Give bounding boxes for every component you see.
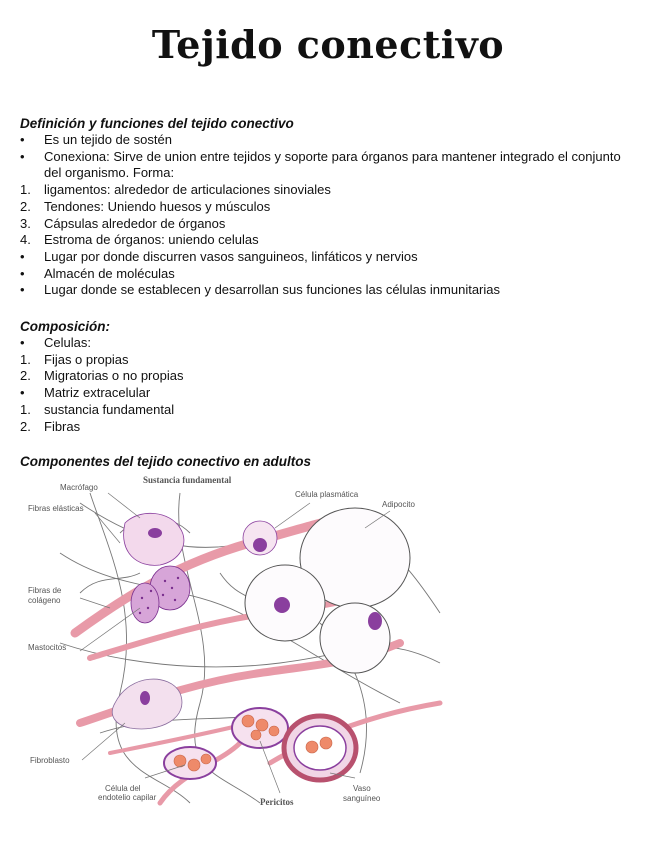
list-item [20,402,640,419]
list-marker: • [20,282,25,298]
label-celula-plasmatica: Célula plasmática [295,490,359,499]
list-marker: • [20,385,25,401]
list-item [20,249,640,266]
label-sustancia-fundamental: Sustancia fundamental [143,475,232,485]
list-marker: • [20,335,25,350]
list-item [20,199,640,216]
label-fibroblasto: Fibroblasto [30,756,70,765]
capillary [164,708,288,779]
list-item [20,282,640,299]
blood-vessel [284,716,356,780]
list-item-text: Tendones: Uniendo huesos y músculos [44,198,271,214]
list-item-text: Es un tejido de sostén [44,132,172,147]
plasma-cell [243,521,277,555]
list-marker: 2. [20,198,31,214]
list-marker: 1. [20,351,31,367]
section-heading: Composición: [20,319,110,334]
list-item-text: Fijas o propias [44,351,129,367]
label-mastocitos: Mastocitos [28,643,67,652]
tissue-drawing [20,473,640,813]
section-componentes [20,453,640,470]
list-marker: 4. [20,232,31,248]
list-marker: 3. [20,215,31,231]
list-item-text: sustancia fundamental [44,401,175,417]
list-item-text: Estroma de órganos: uniendo celulas [44,232,259,248]
list-item [20,132,640,149]
list-item-text: Conexiona: Sirve de union entre tejidos y soporte para órganos para mantener integrado el conjunto del organismo. Forma: [44,148,621,181]
list-item-text: ligamentos: alrededor de articulaciones sinoviales [44,182,331,198]
definition-list [20,132,640,299]
list-item-text: Cápsulas alrededor de órganos [44,215,226,231]
adipocyte-nucleus [274,597,290,613]
list-marker: • [20,265,25,281]
section-definicion [20,115,640,299]
label-adipocito: Adipocito [382,500,415,509]
adipocyte-nucleus [368,612,382,630]
label-macrofago: Macrófago [60,483,98,492]
label-vaso-sanguineo: Vaso [353,784,371,793]
list-marker: • [20,248,25,264]
list-item [20,419,640,436]
composition-list [20,335,640,435]
label-fibras-elasticas: Fibras elásticas [28,504,84,513]
macrophage-cell [124,513,184,565]
mast-cell [131,566,190,623]
list-item-text: Almacén de moléculas [44,265,175,281]
list-item [20,182,640,199]
list-marker: 1. [20,401,31,417]
list-marker: • [20,148,25,164]
fibroblast-cell [112,679,182,729]
list-item [20,216,640,233]
list-marker: 2. [20,368,31,384]
label-vaso-sanguineo: sanguíneo [343,794,381,803]
list-item-text: Migratorias o no propias [44,368,184,384]
label-celula-endotelio: Célula del [105,784,141,793]
list-item [20,149,640,182]
connective-tissue-illustration [20,473,640,813]
list-item [20,232,640,249]
list-item [20,335,640,352]
list-item-text: Celulas: [44,335,91,350]
section-heading: Componentes del tejido conectivo en adultos [20,454,312,469]
section-heading: Definición y funciones del tejido conectivo [20,116,294,131]
list-item [20,385,640,402]
list-marker: 2. [20,418,31,434]
list-item [20,266,640,283]
page-title: Tejido conectivo [151,22,505,67]
label-fibras-colageno: Fibras de [28,586,62,595]
label-pericitos: Pericitos [260,797,294,807]
label-fibras-colageno: colágeno [28,596,61,605]
list-item-text: Fibras [44,418,81,434]
list-item-text: Lugar donde se establecen y desarrollan sus funciones las células inmunitarias [44,282,500,298]
list-marker: • [20,132,25,147]
list-item-text: Lugar por donde discurren vasos sanguineos, linfáticos y nervios [44,248,418,264]
list-item [20,368,640,385]
list-marker: 1. [20,182,31,198]
label-celula-endotelio: endotelio capilar [98,793,157,802]
list-item [20,352,640,369]
list-item-text: Matriz extracelular [44,385,151,401]
section-composicion [20,318,640,435]
